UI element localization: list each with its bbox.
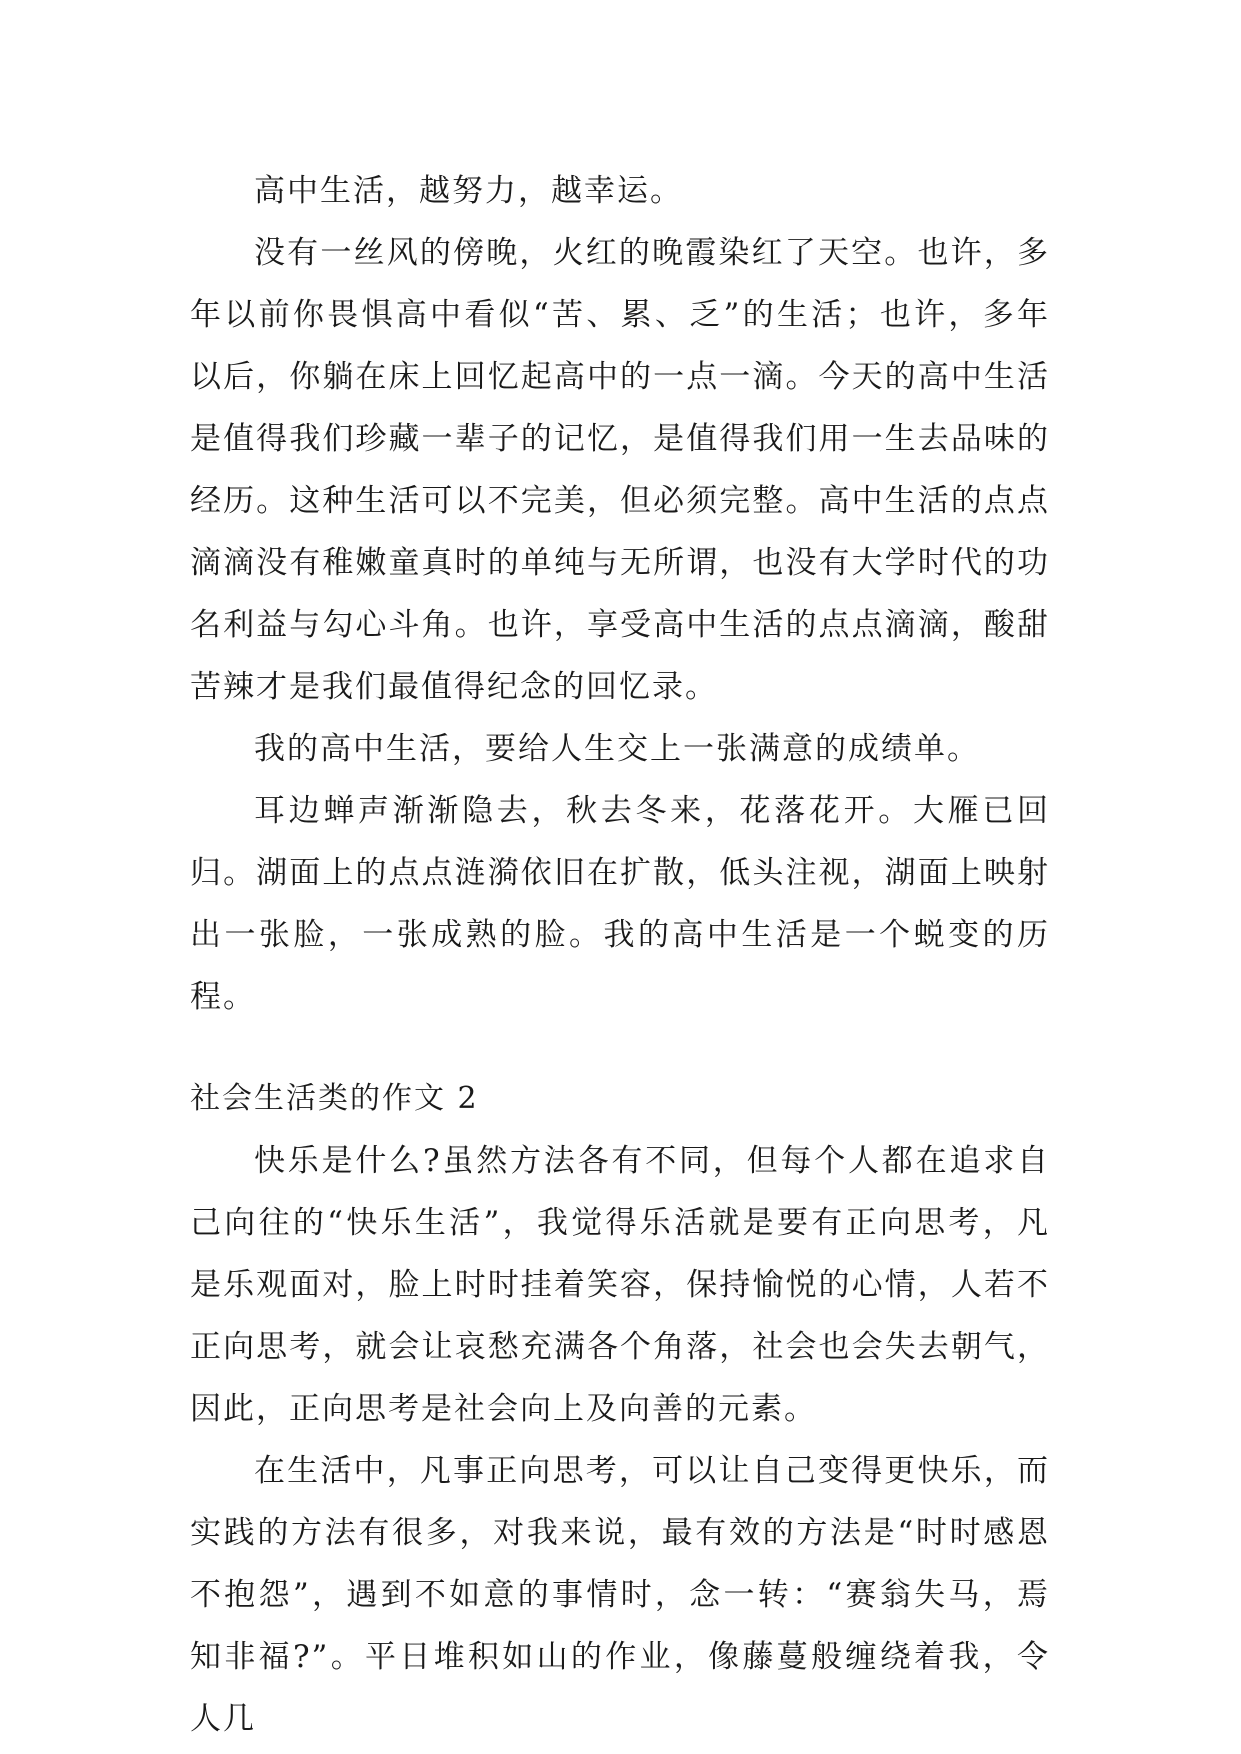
section-heading: 社会生活类的作文 2 [190, 1081, 479, 1116]
paragraph: 没有一丝风的傍晚，火红的晚霞染红了天空。也许，多年以前你畏惧高中看似“苦、累、乏”的生活；也许，多年以后，你躺在床上回忆起高中的一点一滴。今天的高中生活是值得我们珍藏一辈子的记忆，是值得我们用一生去品味的经历。这种生活可以不完美，但必须完整。高中生活的点点滴滴没有稚嫩童真时的单纯与无所谓，也没有大学时代的功名利益与勾心斗角。也许，享受高中生活的点点滴滴，酸甜苦辣才是我们最值得纪念的回忆录。 [190, 235, 1050, 705]
paragraph: 在生活中，凡事正向思考，可以让自己变得更快乐，而实践的方法有很多，对我来说，最有效的方法是“时时感恩不抱怨”，遇到不如意的事情时，念一转：“赛翁失马，焉知非福?”。平日堆积如山的作业，像藤蔓般缠绕着我，令人几 [190, 1453, 1050, 1737]
paragraph: 高中生活，越努力，越幸运。 [254, 173, 683, 209]
document-body [190, 160, 1050, 1750]
paragraph: 耳边蝉声渐渐隐去，秋去冬来，花落花开。大雁已回归。湖面上的点点涟漪依旧在扩散，低头注视，湖面上映射出一张脸，一张成熟的脸。我的高中生活是一个蜕变的历程。 [190, 793, 1050, 1015]
paragraph: 快乐是什么?虽然方法各有不同，但每个人都在追求自己向往的“快乐生活”，我觉得乐活就是要有正向思考，凡是乐观面对，脸上时时挂着笑容，保持愉悦的心情，人若不正向思考，就会让哀愁充满各个角落，社会也会失去朝气，因此，正向思考是社会向上及向善的元素。 [190, 1143, 1050, 1427]
paragraph: 我的高中生活，要给人生交上一张满意的成绩单。 [254, 731, 980, 767]
